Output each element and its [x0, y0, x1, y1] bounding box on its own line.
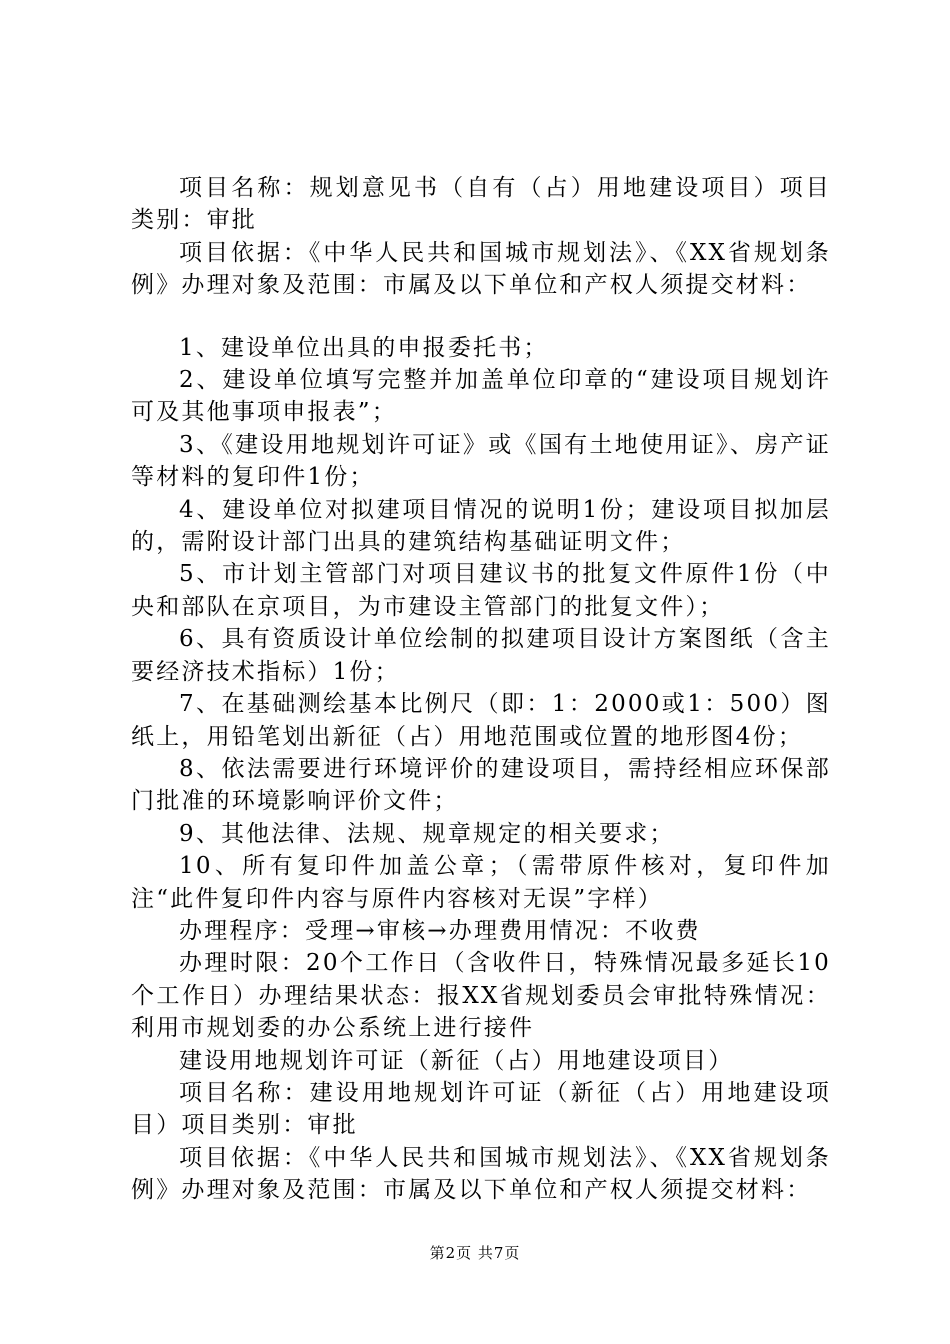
list-item-1: 1、建设单位出具的申报委托书； [179, 334, 549, 361]
paragraph-project-name-2: 项目名称：建设用地规划许可证（新征（占）用地建设项目）项目类别：审批 [131, 1079, 831, 1139]
list-item-3: 3、《建设用地规划许可证》或《国有土地使用证》、房产证等材料的复印件1份； [131, 431, 831, 491]
list-item-10: 10、所有复印件加盖公章；（需带原件核对，复印件加注“此件复印件内容与原件内容核对无误”字样） [131, 853, 831, 912]
list-item-6: 6、具有资质设计单位绘制的拟建项目设计方案图纸（含主要经济技术指标）1份； [131, 626, 831, 685]
paragraph-gap [131, 302, 831, 332]
list-item-8: 8、依法需要进行环境评价的建设项目，需持经相应环保部门批准的环境影响评价文件； [131, 755, 831, 815]
paragraph-project-name: 项目名称：规划意见书（自有（占）用地建设项目）项目类别：审批 [131, 175, 831, 234]
list-item-2: 2、建设单位填写完整并加盖单位印章的“建设项目规划许可及其他事项申报表”； [131, 367, 831, 426]
paragraph-project-basis-2: 项目依据：《中华人民共和国城市规划法》、《XX省规划条例》办理对象及范围：市属及以下单位和产权人须提交材料： [131, 1144, 831, 1204]
paragraph-time-limit: 办理时限：20个工作日（含收件日，特殊情况最多延长10个工作日）办理结果状态：报XX省规划委员会审批特殊情况：利用市规划委的办公系统上进行接件 [131, 950, 831, 1042]
document-body [131, 172, 831, 1207]
list-item-9: 9、其他法律、法规、规章规定的相关要求； [179, 820, 675, 847]
paragraph-procedure: 办理程序：受理→审核→办理费用情况：不收费 [179, 917, 701, 944]
page-footer: 第2页 共7页 [429, 1244, 521, 1262]
section-heading: 建设用地规划许可证（新征（占）用地建设项目） [179, 1047, 734, 1074]
paragraph-project-basis: 项目依据：《中华人民共和国城市规划法》、《XX省规划条例》办理对象及范围：市属及以下单位和产权人须提交材料： [131, 239, 831, 299]
list-item-4: 4、建设单位对拟建项目情况的说明1份；建设项目拟加层的，需附设计部门出具的建筑结构基础证明文件； [131, 496, 831, 556]
list-item-7: 7、在基础测绘基本比例尺（即：1：2000或1：500）图纸上，用铅笔划出新征（占）用地范围或位置的地形图4份； [131, 691, 831, 750]
list-item-5: 5、市计划主管部门对项目建议书的批复文件原件1份（中央和部队在京项目，为市建设主管部门的批复文件）； [131, 561, 831, 620]
